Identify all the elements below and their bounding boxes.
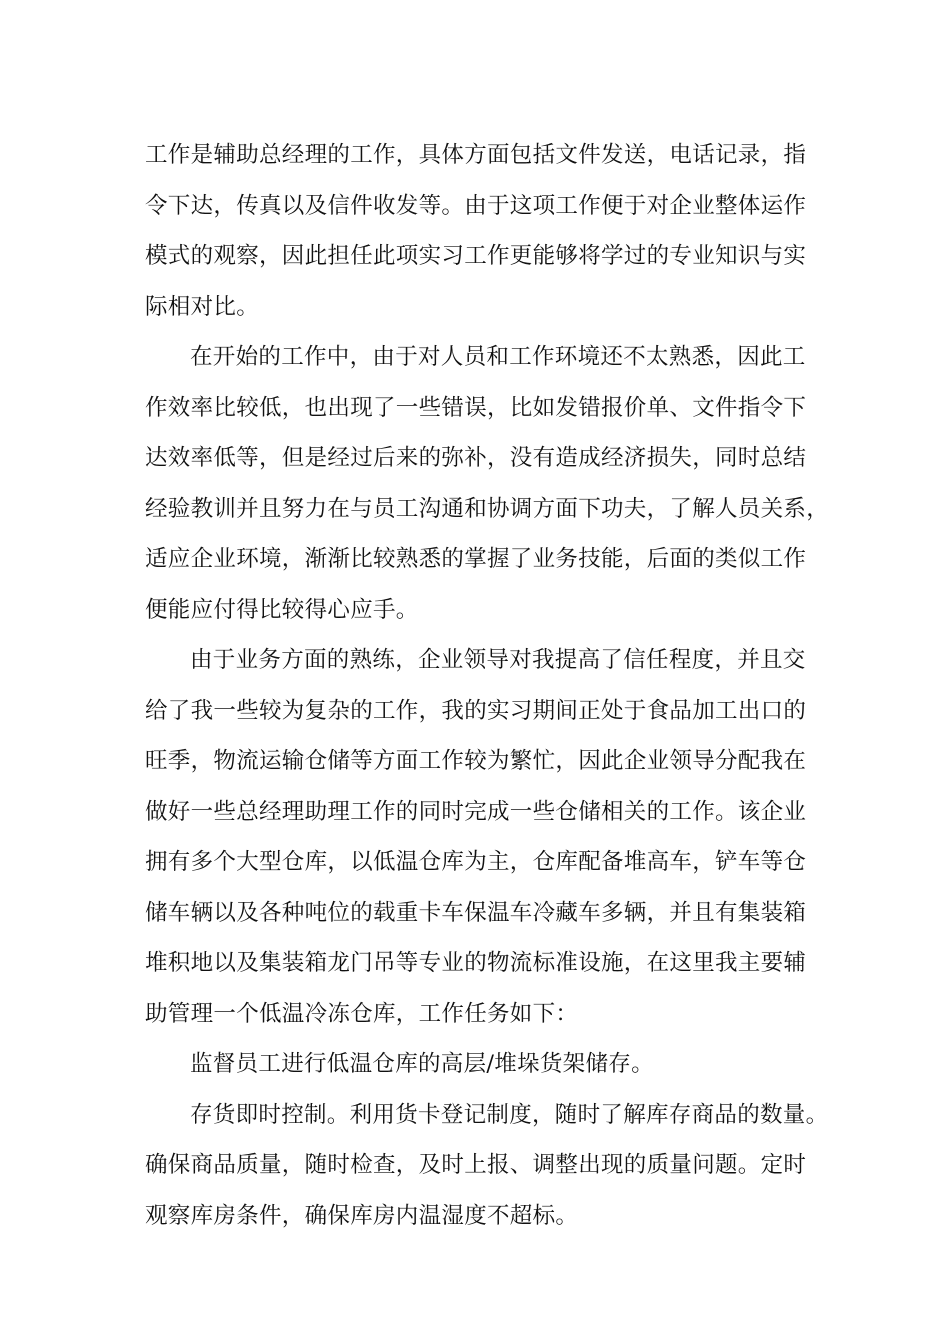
text-line: 际相对比。 — [145, 293, 260, 320]
text-line: 作效率比较低，也出现了一些错误，比如发错报价单、文件指令下 — [145, 394, 807, 421]
paragraph-4 — [145, 1039, 810, 1090]
text-line: 旺季，物流运输仓储等方面工作较为繁忙，因此企业领导分配我在 — [145, 748, 807, 774]
text-line: 存货即时控制。利用货卡登记制度，随时了解库存商品的数量。 — [190, 1101, 829, 1128]
text-line: 令下达，传真以及信件收发等。由于这项工作便于对企业整体运作 — [145, 192, 807, 219]
text-line: 监督员工进行低温仓库的高层/堆垛货架储存。 — [190, 1051, 654, 1077]
text-line: 观察库房条件，确保库房内温湿度不超标。 — [145, 1202, 579, 1229]
text-line: 工作是辅助总经理的工作，具体方面包括文件发送，电话记录，指 — [145, 142, 807, 168]
text-line: 堆积地以及集装箱龙门吊等专业的物流标准设施，在这里我主要辅 — [145, 950, 807, 976]
text-line: 便能应付得比较得心应手。 — [145, 596, 419, 623]
text-line: 做好一些总经理助理工作的同时完成一些仓储相关的工作。该企业 — [145, 798, 807, 825]
paragraph-3 — [145, 635, 810, 1039]
text-line: 确保商品质量，随时检查，及时上报、调整出现的质量问题。定时 — [145, 1152, 807, 1178]
text-line: 拥有多个大型仓库，以低温仓库为主，仓库配备堆高车，铲车等仓 — [145, 849, 807, 875]
document-body — [145, 130, 830, 1241]
text-line: 适应企业环境，渐渐比较熟悉的掌握了业务技能，后面的类似工作 — [145, 546, 807, 572]
paragraph-2 — [145, 332, 830, 635]
text-line: 由于业务方面的熟练，企业领导对我提高了信任程度，并且交 — [190, 647, 806, 673]
text-line: 在开始的工作中，由于对人员和工作环境还不太熟悉，因此工 — [190, 344, 806, 370]
text-line: 给了我一些较为复杂的工作，我的实习期间正处于食品加工出口的 — [145, 697, 807, 724]
text-line: 储车辆以及各种吨位的载重卡车保温车冷藏车多辆，并且有集装箱 — [145, 899, 807, 926]
text-line: 模式的观察，因此担任此项实习工作更能够将学过的专业知识与实 — [145, 243, 807, 269]
text-line: 达效率低等，但是经过后来的弥补，没有造成经济损失，同时总结 — [145, 445, 807, 471]
paragraph-1 — [145, 130, 810, 332]
text-line: 助管理一个低温冷冻仓库，工作任务如下： — [145, 1000, 579, 1027]
paragraph-5 — [145, 1090, 829, 1242]
text-line: 经验教训并且努力在与员工沟通和协调方面下功夫，了解人员关系， — [145, 495, 830, 522]
